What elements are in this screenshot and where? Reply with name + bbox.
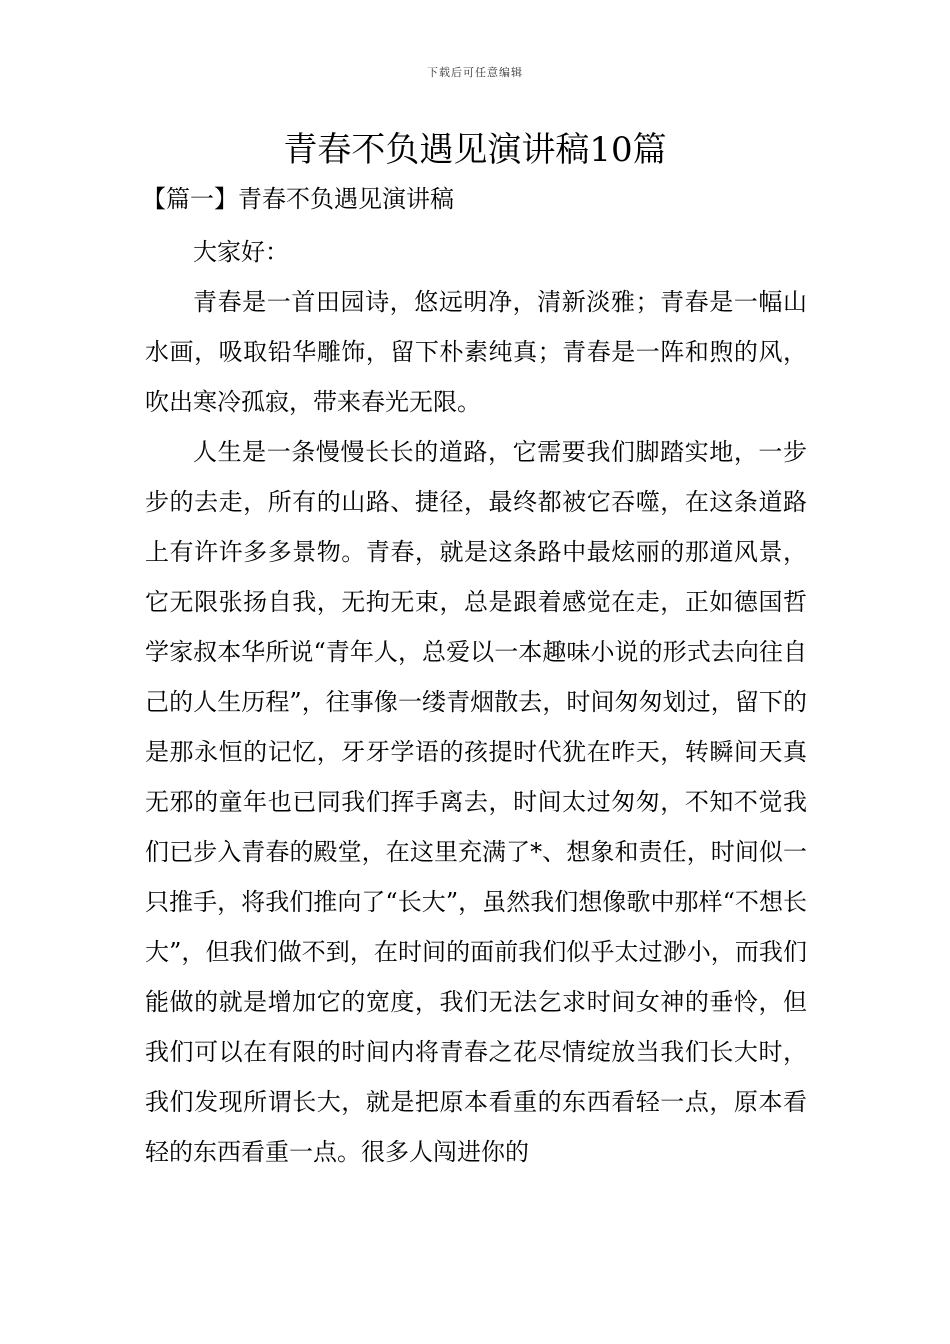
document-body (145, 227, 807, 1177)
header-note: 下载后可任意编辑 (427, 66, 523, 79)
body-paragraph: 青春是一首田园诗，悠远明净，清新淡雅；青春是一幅山水画，吸取铅华雕饰，留下朴素纯真；青春是一阵和煦的风，吹出寒冷孤寂，带来春光无限。 (145, 288, 807, 416)
document-title: 青春不负遇见演讲稿10篇 (283, 130, 667, 170)
body-paragraph: 人生是一条慢慢长长的道路，它需要我们脚踏实地，一步步的去走，所有的山路、捷径，最终都被它吞噬，在这条道路上有许许多多景物。青春，就是这条路中最炫丽的那道风景，它无限张扬自我，无拘无束，总是跟着感觉在走，正如德国哲学家叔本华所说“青年人，总爱以一本趣味小说的形式去向往自己的人生历程”，往事像一缕青烟散去，时间匆匆划过，留下的是那永恒的记忆，牙牙学语的孩提时代犹在昨天，转瞬间天真无邪的童年也已同我们挥手离去，时间太过匆匆，不知不觉我们已步入青春的殿堂，在这里充满了*、想象和责任，时间似一只推手，将我们推向了“长大”，虽然我们想像歌中那样“不想长大”，但我们做不到，在时间的面前我们似乎太过渺小，而我们能做的就是增加它的宽度，我们无法乞求时间女神的垂怜，但我们可以在有限的时间内将青春之花尽情绽放当我们长大时，我们发现所谓长大，就是把原本看重的东西看轻一点，原本看轻的东西看重一点。很多人闯进你的 (145, 438, 807, 1166)
greeting-paragraph: 大家好： (193, 238, 289, 266)
section-heading: 【篇一】青春不负遇见演讲稿 (142, 185, 454, 213)
